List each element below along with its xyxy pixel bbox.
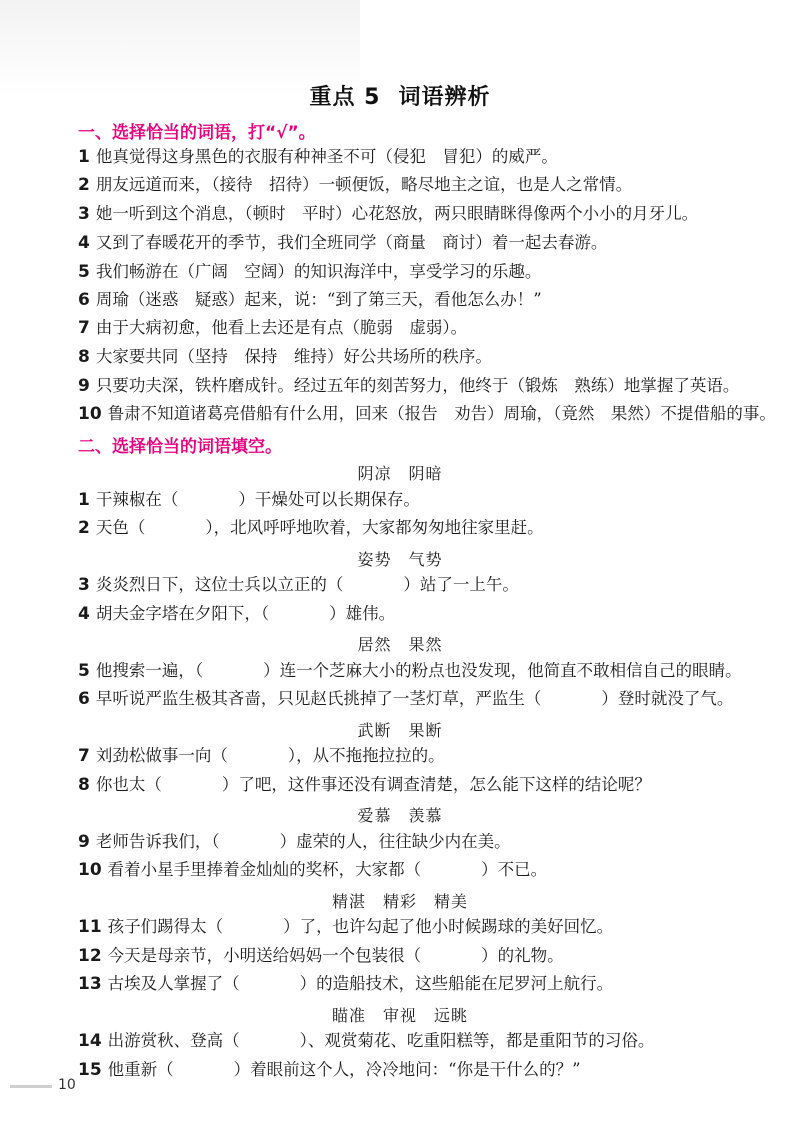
fill-blank-item [78, 1031, 654, 1051]
item-number: 8 [78, 775, 90, 795]
item-text-before: 早听说严监生极其吝啬，只见赵氏挑掉了一茎灯草，严监生（ [95, 689, 542, 708]
item-number: 2 [78, 518, 90, 538]
item-number: 1 [78, 490, 90, 510]
item-number: 13 [78, 974, 102, 994]
fill-blank-item [78, 775, 651, 795]
item-text: 朋友远道而来，（接待 招待）一顿便饭，略尽地主之谊，也是人之常情。 [95, 175, 633, 194]
word-options: 瞄准 审视 远眺 [331, 1006, 468, 1025]
list-item [78, 204, 698, 224]
item-number: 6 [78, 290, 90, 310]
item-text-before: 老师告诉我们，（ [95, 832, 220, 851]
item-number: 7 [78, 746, 90, 766]
item-number: 5 [78, 262, 90, 282]
item-text-after: ）着眼前这个人，冷冷地问：“你是干什么的？” [233, 1060, 581, 1079]
item-text-after: ）了，也许勾起了他小时候踢球的美好回忆。 [283, 917, 614, 936]
item-text-after: ）连一个芝麻大小的粉点也没发现，他简直不敢相信自己的眼睛。 [263, 661, 742, 680]
item-text-before: 他搜索一遍，（ [95, 661, 204, 680]
item-number: 15 [78, 1060, 102, 1080]
fill-blank-item [78, 604, 395, 624]
list-item [78, 175, 632, 195]
item-text: 她一听到这个消息，（顿时 平时）心花怒放，两只眼睛眯得像两个小小的月牙儿。 [95, 204, 699, 223]
title-prefix: 重点 5 [309, 85, 381, 110]
item-number: 3 [78, 204, 90, 224]
item-text-after: ）的礼物。 [481, 946, 564, 965]
item-text: 周瑜（迷惑 疑惑）起来，说：“到了第三天，看他怎么办！” [95, 290, 542, 309]
fill-blank-item [78, 518, 544, 538]
fill-blank-item [78, 746, 445, 766]
fill-blank-item [78, 689, 733, 709]
item-number: 14 [78, 1031, 102, 1051]
item-text: 鲁肃不知道诸葛亮借船有什么用，回来（报告 劝告）周瑜，（竟然 果然）不提借船的事。 [107, 404, 776, 423]
item-text: 他真觉得这身黑色的衣服有种神圣不可（侵犯 冒犯）的威严。 [95, 147, 558, 166]
item-number: 4 [78, 604, 90, 624]
item-text-before: 天色（ [95, 518, 146, 537]
list-item [78, 262, 541, 282]
item-text-before: 胡夫金字塔在夕阳下，（ [95, 604, 270, 623]
page-title [0, 80, 800, 111]
fill-blank-item [78, 832, 511, 852]
item-text-after: ），从不拖拖拉拉的。 [287, 746, 445, 765]
item-number: 6 [78, 689, 90, 709]
item-text-after: ），北风呼呼地吹着，大家都匆匆地往家里赶。 [205, 518, 544, 537]
item-text-after: ）站了一上午。 [403, 575, 519, 594]
item-text-before: 你也太（ [95, 775, 162, 794]
word-options: 阴凉 阴暗 [357, 464, 443, 483]
item-text-after: ）虚荣的人，往往缺少内在美。 [279, 832, 511, 851]
item-text-before: 孩子们踢得太（ [107, 917, 224, 936]
item-text-before: 今天是母亲节，小明送给妈妈一个包装很（ [107, 946, 422, 965]
fill-blank-item [78, 1060, 581, 1080]
fill-blank-item [78, 661, 742, 681]
title-text: 词语辨析 [398, 85, 491, 110]
word-options: 精湛 精彩 精美 [331, 892, 468, 911]
word-options: 姿势 气势 [357, 550, 443, 569]
item-number: 4 [78, 233, 90, 253]
item-text-before: 炎炎烈日下，这位士兵以立正的（ [95, 575, 344, 594]
item-text: 我们畅游在（广阔 空阔）的知识海洋中，享受学习的乐趣。 [95, 262, 542, 281]
item-text-before: 看着小星手里捧着金灿灿的奖杯，大家都（ [107, 860, 422, 879]
item-number: 10 [78, 404, 102, 424]
item-number: 2 [78, 175, 90, 195]
list-item [78, 318, 467, 338]
fill-blank-item [78, 490, 420, 510]
item-number: 11 [78, 917, 102, 937]
item-number: 5 [78, 661, 90, 681]
list-item [78, 290, 542, 310]
word-options: 居然 果然 [357, 635, 443, 654]
list-item [78, 347, 492, 367]
item-text: 大家要共同（坚持 保持 维持）好公共场所的秩序。 [95, 347, 492, 366]
fill-blank-item [78, 575, 519, 595]
section1-heading: 一、选择恰当的词语，打“√”。 [78, 123, 316, 143]
item-text-after: ）雄伟。 [329, 604, 396, 623]
item-number: 1 [78, 147, 90, 167]
footer-rule [10, 1085, 52, 1088]
page-number: 10 [58, 1077, 76, 1093]
list-item [78, 233, 607, 253]
item-number: 9 [78, 832, 90, 852]
list-item [78, 404, 776, 424]
item-text-before: 出游赏秋、登高（ [107, 1031, 240, 1050]
item-text-before: 他重新（ [107, 1060, 174, 1079]
item-text: 又到了春暖花开的季节，我们全班同学（商量 商讨）着一起去春游。 [95, 233, 608, 252]
item-number: 8 [78, 347, 90, 367]
item-number: 3 [78, 575, 90, 595]
fill-blank-item [78, 946, 564, 966]
item-text: 由于大病初愈，他看上去还是有点（脆弱 虚弱）。 [95, 318, 468, 337]
fill-blank-item [78, 860, 547, 880]
item-text-after: ）干燥处可以长期保存。 [238, 490, 420, 509]
word-options: 爱慕 羡慕 [357, 806, 443, 825]
word-options: 武断 果断 [357, 721, 443, 740]
item-text-after: ）了吧，这件事还没有调查清楚，怎么能下这样的结论呢？ [221, 775, 651, 794]
item-text-after: ）的造船技术，这些船能在尼罗河上航行。 [299, 974, 614, 993]
list-item [78, 147, 558, 167]
item-text-before: 干辣椒在（ [95, 490, 179, 509]
section2-heading: 二、选择恰当的词语填空。 [78, 437, 282, 457]
item-text-before: 刘劲松做事一向（ [95, 746, 228, 765]
item-number: 12 [78, 946, 102, 966]
fill-blank-item [78, 917, 613, 937]
list-item [78, 376, 739, 396]
item-number: 9 [78, 376, 90, 396]
item-text: 只要功夫深，铁杵磨成针。经过五年的刻苦努力，他终于（锻炼 熟练）地掌握了英语。 [95, 376, 740, 395]
item-number: 7 [78, 318, 90, 338]
item-text-after: ）登时就没了气。 [601, 689, 734, 708]
item-text-before: 古埃及人掌握了（ [107, 974, 240, 993]
fill-blank-item [78, 974, 613, 994]
item-text-after: ）、观赏菊花、吃重阳糕等，都是重阳节的习俗。 [299, 1031, 655, 1050]
item-text-after: ）不已。 [481, 860, 548, 879]
item-number: 10 [78, 860, 102, 880]
